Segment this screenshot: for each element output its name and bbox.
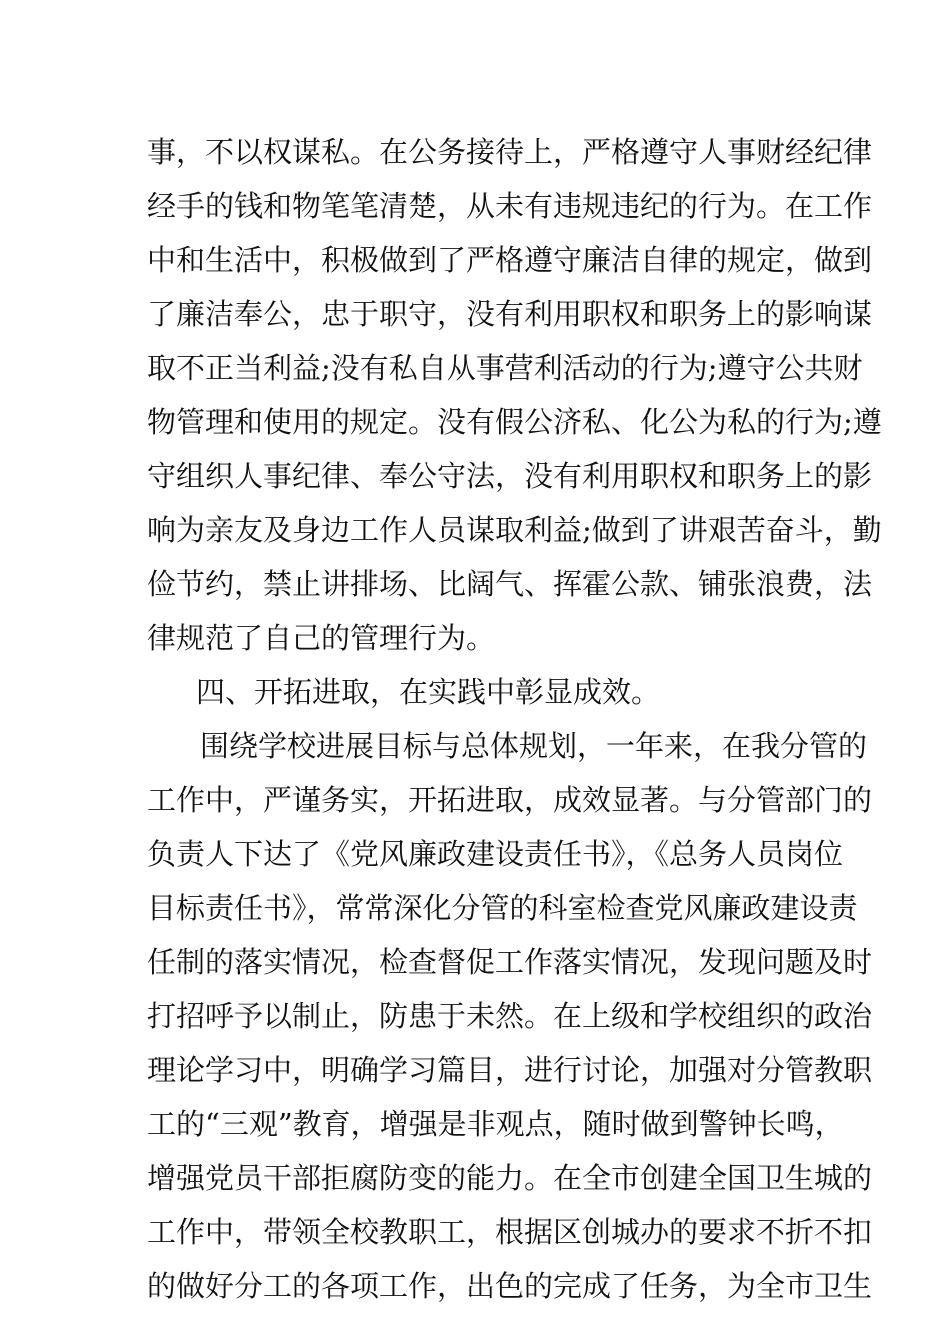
paragraph-2-line-5: 任制的落实情况，检查督促工作落实情况，发现问题及时 <box>147 945 873 979</box>
paragraph-2-line-7: 理论学习中，明确学习篇目，进行讨论，加强对分管教职 <box>147 1053 873 1087</box>
paragraph-1-line-10: 律规范了自己的管理行为。 <box>147 621 496 655</box>
paragraph-1-line-6: 物管理和使用的规定。没有假公济私、化公为私的行为;遵 <box>147 405 882 439</box>
paragraph-1-line-9: 俭节约，禁止讲排场、比阔气、挥霍公款、铺张浪费，法 <box>147 567 873 601</box>
paragraph-2-line-2: 工作中，严谨务实，开拓进取，成效显著。与分管部门的 <box>147 783 873 817</box>
paragraph-1-line-7: 守组织人事纪律、奉公守法，没有利用职权和职务上的影 <box>147 459 873 493</box>
paragraph-2-line-10: 工作中，带领全校教职工，根据区创城办的要求不折不扣 <box>147 1215 873 1249</box>
paragraph-1-line-2: 经手的钱和物笔笔清楚，从未有违规违纪的行为。在工作 <box>147 189 873 223</box>
paragraph-1-line-4: 了廉洁奉公，忠于职守，没有利用职权和职务上的影响谋 <box>147 297 873 331</box>
paragraph-2-line-9: 增强党员干部拒腐防变的能力。在全市创建全国卫生城的 <box>147 1161 873 1195</box>
paragraph-2-line-6: 打招呼予以制止，防患于未然。在上级和学校组织的政治 <box>147 999 873 1033</box>
paragraph-2-line-4: 目标责任书》，常常深化分管的科室检查党风廉政建设责 <box>147 891 858 925</box>
section-heading: 四、开拓进取，在实践中彰显成效。 <box>196 675 661 709</box>
paragraph-1-line-5: 取不正当利益;没有私自从事营利活动的行为;遵守公共财 <box>147 351 863 385</box>
paragraph-2-line-11: 的做好分工的各项工作，出色的完成了任务，为全市卫生 <box>147 1269 873 1303</box>
paragraph-2-line-3: 负责人下达了《党风廉政建设责任书》，《总务人员岗位 <box>147 837 844 871</box>
paragraph-1-line-1: 事，不以权谋私。在公务接待上，严格遵守人事财经纪律 <box>147 135 873 169</box>
paragraph-1-line-8: 响为亲友及身边工作人员谋取利益;做到了讲艰苦奋斗，勤 <box>147 513 882 547</box>
paragraph-1-line-3: 中和生活中，积极做到了严格遵守廉洁自律的规定，做到 <box>147 243 873 277</box>
paragraph-2-line-1: 围绕学校进展目标与总体规划，一年来，在我分管的 <box>200 729 868 763</box>
paragraph-2-line-8: 工的“三观”教育，增强是非观点，随时做到警钟长鸣， <box>147 1107 844 1141</box>
